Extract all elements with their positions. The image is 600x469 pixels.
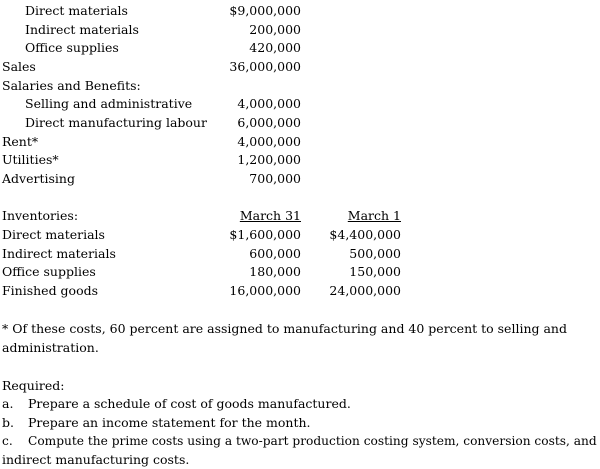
table-row: [0, 262, 600, 281]
required-item-c-continuation: indirect manufacturing costs.: [2, 452, 190, 467]
required-item-text: Prepare an income statement for the month.: [28, 415, 311, 430]
column-header-march-31: [161, 206, 301, 225]
cost-label: Direct manufacturing labour: [25, 115, 207, 130]
cost-amount: 420,000: [249, 40, 301, 55]
column-header-march-1-text: March 1: [347, 208, 401, 223]
table-row: [0, 281, 600, 300]
cost-row-direct-materials: [0, 1, 600, 20]
table-row: [0, 225, 600, 244]
cost-label: Advertising: [2, 171, 75, 186]
required-item-b: [2, 413, 598, 432]
required-item-letter: b.: [2, 415, 14, 430]
cost-row-indirect-materials: [0, 20, 600, 39]
required-item-text: Prepare a schedule of cost of goods manufactured.: [28, 396, 351, 411]
cost-label: Direct materials: [25, 3, 128, 18]
cost-label: Office supplies: [25, 40, 119, 55]
required-item-letter: a.: [2, 396, 14, 411]
cost-amount: 1,200,000: [237, 152, 301, 167]
cost-label: Selling and administrative: [25, 96, 193, 111]
inventory-march-31: 16,000,000: [229, 283, 301, 298]
cost-row-selling-admin: [0, 94, 600, 113]
cost-label: Salaries and Benefits:: [2, 78, 141, 93]
inventory-march-1: 150,000: [349, 264, 401, 279]
cost-row-salaries-heading: [0, 76, 600, 95]
cost-label: Utilities*: [2, 152, 59, 167]
inventories-header-row: [0, 206, 600, 225]
inventory-march-1: 24,000,000: [329, 283, 401, 298]
cost-amount: 4,000,000: [237, 96, 301, 111]
cost-row-rent: [0, 132, 600, 151]
cost-amount: 4,000,000: [237, 134, 301, 149]
inventory-label: Finished goods: [2, 283, 99, 298]
column-header-march-31-text: March 31: [239, 208, 301, 223]
cost-amount: 36,000,000: [229, 59, 301, 74]
inventory-march-1: $4,400,000: [329, 227, 401, 242]
required-item-c: [2, 432, 598, 451]
inventories-title: Inventories:: [2, 208, 79, 223]
required-item-text: Compute the prime costs using a two-part production costing system, conversion costs, and: [28, 434, 597, 448]
required-title: Required:: [2, 378, 65, 393]
cost-row-advertising: [0, 169, 600, 188]
required-item-letter: c.: [2, 434, 13, 448]
table-row: [0, 244, 600, 263]
inventory-march-31: $1,600,000: [229, 227, 301, 242]
inventory-label: Direct materials: [2, 227, 105, 242]
cost-row-sales: [0, 57, 600, 76]
cost-amount: $9,000,000: [229, 3, 301, 18]
cost-label: Sales: [2, 59, 36, 74]
cost-row-office-supplies: [0, 38, 600, 57]
cost-amount: 200,000: [249, 22, 301, 37]
cost-amount: 6,000,000: [237, 115, 301, 130]
cost-row-direct-labour: [0, 113, 600, 132]
inventory-march-31: 180,000: [249, 264, 301, 279]
cost-amount: 700,000: [249, 171, 301, 186]
inventory-label: Office supplies: [2, 264, 96, 279]
cost-row-utilities: [0, 150, 600, 169]
cost-label: Rent*: [2, 134, 39, 149]
inventory-march-31: 600,000: [249, 246, 301, 261]
inventory-march-1: 500,000: [349, 246, 401, 261]
inventory-label: Indirect materials: [2, 246, 116, 261]
required-item-a: [2, 394, 598, 413]
cost-label: Indirect materials: [25, 22, 139, 37]
footnote: * Of these costs, 60 percent are assigned to manufacturing and 40 percent to selling and administration.: [2, 321, 567, 355]
